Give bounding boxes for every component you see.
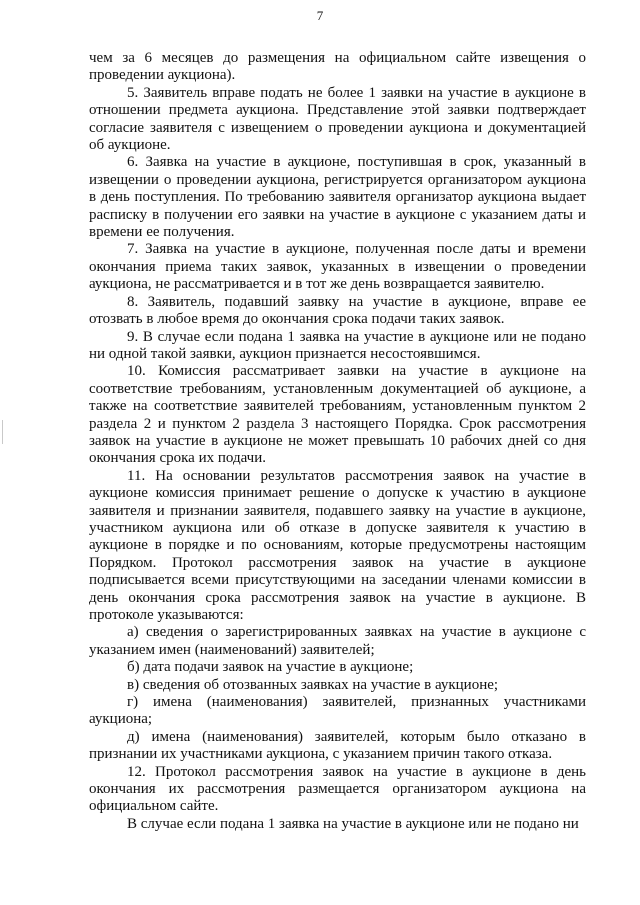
subitem-b: б) дата подачи заявок на участие в аукционе; [127, 659, 414, 676]
paragraph-item-9: 9. В случае если подана 1 заявка на участие в аукционе или не подано ни одной такой заявки, аукцион признается несостоявшимся. [89, 328, 586, 362]
subitem-d: д) имена (наименования) заявителей, которым было отказано в признании их участниками аукциона, с указанием причин такого отказа. [89, 728, 586, 763]
subitem-v: в) сведения об отозванных заявках на участие в аукционе; [127, 676, 499, 693]
paragraph-item-12: 12. Протокол рассмотрения заявок на участие в аукционе в день окончания их рассмотрения размещается организатором аукциона на официальном сайте. [89, 763, 586, 815]
paragraph-item-10: 10. Комиссия рассматривает заявки на участие в аукционе на соответствие требованиям, установленным документацией об аукционе, а также на соответствие заявителей требованиям, установленным пунктом 2 раздела 2 и пунктом 2 раздела 3 настоящего Порядка. Срок рассмотрения заявок на участие в аукционе не может превышать 10 рабочих дней со дня окончания срока их подачи. [89, 363, 586, 467]
document-body [89, 50, 586, 833]
subitem-a: а) сведения о зарегистрированных заявках на участие в аукционе с указанием имен (наименований) заявителей; [89, 624, 586, 658]
paragraph-item-11: 11. На основании результатов рассмотрения заявок на участие в аукционе комиссия принимает решение о допуске к участию в аукционе заявителя и признании заявителя, подавшего заявку на участие в аукционе, участником аукциона или об отказе в допуске заявителя к участию в аукционе в порядке и по основаниям, которые предусмотрены настоящим Порядком. Протокол рассмотрения заявок на участие в аукционе подписывается всеми присутствующими на заседании членами комиссии в день окончания срока рассмотрения заявок на участие в аукционе. В протоколе указываются: [89, 467, 586, 623]
paragraph-item-7: 7. Заявка на участие в аукционе, полученная после даты и времени окончания приема таких заявок, указанных в извещении о проведении аукциона, не рассматривается и в тот же день возвращается заявителю. [89, 241, 586, 293]
paragraph-item-8: 8. Заявитель, подавший заявку на участие в аукционе, вправе ее отозвать в любое время до окончания срока подачи таких заявок. [89, 293, 586, 328]
subitem-g: г) имена (наименования) заявителей, признанных участниками аукциона; [89, 694, 586, 728]
paragraph-continuation: чем за 6 месяцев до размещения на официальном сайте извещения о проведении аукциона). [89, 50, 586, 84]
paragraph-item-5: 5. Заявитель вправе подать не более 1 заявки на участие в аукционе в отношении предмета аукциона. Представление этой заявки подтверждает согласие заявителя с извещением о проведении аукциона и документацией об аукционе. [89, 84, 586, 154]
scan-margin-mark [2, 420, 3, 444]
page-number: 7 [316, 8, 324, 23]
paragraph-final-partial: В случае если подана 1 заявка на участие в аукционе или не подано ни [127, 815, 579, 832]
paragraph-item-6: 6. Заявка на участие в аукционе, поступившая в срок, указанный в извещении о проведении аукциона, регистрируется организатором аукциона в день поступления. По требованию заявителя организатор аукциона выдает расписку в получении его заявки на участие в аукционе с указанием даты и времени ее получения. [89, 154, 586, 241]
